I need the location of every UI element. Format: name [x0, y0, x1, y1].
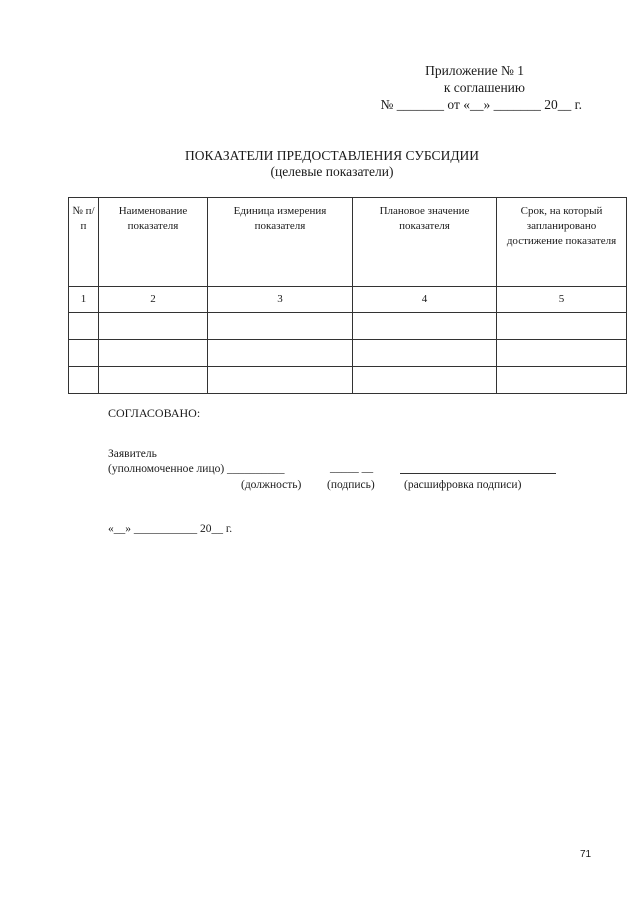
column-number-cell: 2 [99, 287, 208, 313]
column-number-cell: 4 [353, 287, 497, 313]
header-cell-name: Наименование показателя [99, 198, 208, 287]
appendix-number-date: № _______ от «__» _______ 20__ г. [380, 97, 582, 112]
table-row [69, 313, 627, 340]
table-header-row [69, 198, 627, 287]
empty-cell [99, 313, 208, 340]
appendix-block [230, 62, 582, 113]
empty-cell [69, 340, 99, 367]
header-cell-planned-value: Плановое значение показателя [353, 198, 497, 287]
applicant-label: Заявитель [108, 448, 157, 460]
header-cell-number: № п/п [69, 198, 99, 287]
column-number-cell: 1 [69, 287, 99, 313]
header-cell-unit: Единица измерения показателя [208, 198, 353, 287]
applicant-person-line: (уполномоченное лицо) __________ [108, 463, 285, 475]
empty-cell [497, 340, 627, 367]
empty-cell [99, 340, 208, 367]
title-sub: (целевые показатели) [270, 164, 394, 179]
document-title [0, 148, 640, 180]
indicators-table [68, 197, 627, 394]
table-column-numbers-row [69, 287, 627, 313]
column-number-cell: 5 [497, 287, 627, 313]
appendix-title: Приложение № 1 [425, 63, 524, 78]
empty-cell [353, 313, 497, 340]
title-main: ПОКАЗАТЕЛИ ПРЕДОСТАВЛЕНИЯ СУБСИДИИ [184, 148, 480, 163]
caption-signature: (подпись) [327, 479, 375, 491]
empty-cell [208, 367, 353, 394]
empty-cell [69, 367, 99, 394]
column-number-cell: 3 [208, 287, 353, 313]
agreed-label: СОГЛАСОВАНО: [108, 406, 201, 420]
table-row [69, 367, 627, 394]
empty-cell [99, 367, 208, 394]
empty-cell [208, 313, 353, 340]
empty-cell [497, 367, 627, 394]
empty-cell [69, 313, 99, 340]
table-row [69, 340, 627, 367]
header-cell-deadline: Срок, на который запланировано достижение показателя [497, 198, 627, 287]
empty-cell [497, 313, 627, 340]
signature-blank: _____ __ [330, 462, 374, 474]
applicant-block [108, 447, 285, 477]
empty-cell [208, 340, 353, 367]
caption-position: (должность) [241, 479, 302, 491]
decoding-line [400, 473, 556, 474]
empty-cell [353, 340, 497, 367]
caption-decoding: (расшифровка подписи) [404, 479, 522, 491]
appendix-agreement-ref: к соглашению [443, 80, 525, 95]
empty-cell [353, 367, 497, 394]
date-line: «__» ___________ 20__ г. [108, 523, 233, 535]
page-number: 71 [580, 849, 592, 860]
